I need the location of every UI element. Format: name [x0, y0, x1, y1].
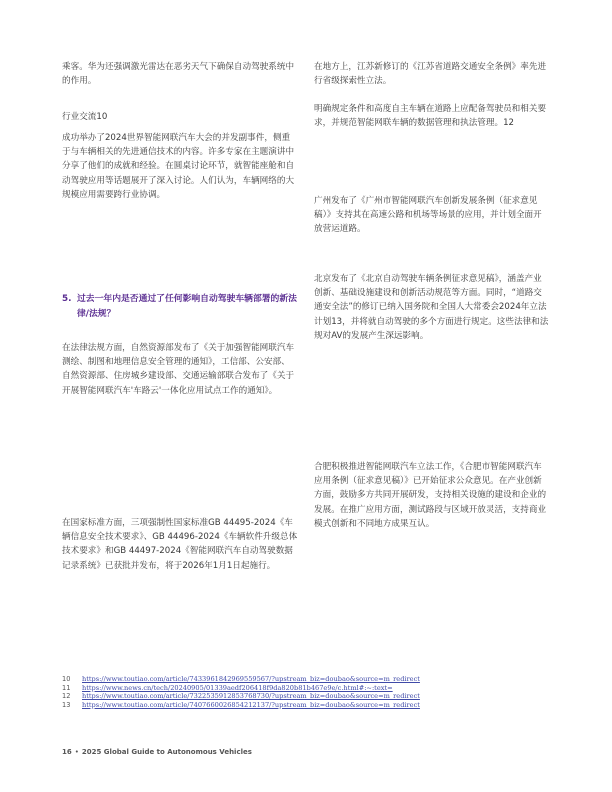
footnote-link[interactable]: https://www.toutiao.com/article/7322535912853768730/?upstream_biz=doubao&source=m_redirect [82, 692, 420, 701]
right-paragraph-1: 在地方上，江苏新修订的《江苏省道路交通安全条例》率先进行省级探索性立法。 [314, 62, 547, 87]
right-paragraph-2: 明确规定条件和高度自主车辆在道路上应配备驾驶员和相关要求，并规范智能网联车辆的数据管理和执法管理。12 [314, 104, 547, 129]
footnote-link[interactable]: https://www.news.cn/tech/20240905/01339aedf206418f9da820b81b467e9e/c.html#:~:text= [82, 683, 393, 692]
right-paragraph-5: 合肥积极推进智能网联汽车立法工作，《合肥市智能网联汽车应用条例（征求意见稿）》已开始征求公众意见。在产业创新方面，鼓励多方共同开展研发，支持相关设施的建设和企业的发展。在推广应用方面，测试路段与区域开放灵活，支持商业模式创新和不同地方成果互认。 [314, 462, 547, 529]
left-paragraph-2: 成功举办了2024世界智能网联汽车大会的并发副事件，侧重于与车辆相关的先进通信技术的内容。许多专家在主题演讲中分享了他们的成就和经验。在圆桌讨论环节，就智能座舱和自动驾驶应用等话题展开了深入讨论。人们认为，车辆网络的大规模应用需要跨行业协调。 [62, 133, 295, 200]
page-footer [62, 748, 252, 756]
page-number: 16 [62, 748, 72, 756]
footnotes [62, 675, 562, 709]
right-paragraph-4: 北京发布了《北京自动驾驶车辆条例征求意见稿》，涵盖产业创新、基础设施建设和创新活动规范等方面。同时，“道路交通安全法”的修订已纳入国务院和全国人大常委会2024年立法计划13，并将就自动驾驶的多个方面进行规定。这些法律和法规对AV的发展产生深远影响。 [314, 274, 549, 341]
footnote [62, 675, 562, 684]
footnote-number: 12 [62, 692, 71, 701]
footnote-number: 13 [62, 700, 71, 709]
right-paragraph-3: 广州发布了《广州市智能网联汽车创新发展条例（征求意见稿）》支持其在高速公路和机场等场景的应用，并计划全面开放营运道路。 [314, 196, 542, 235]
left-subheading-industry-exchange: 行业交流10 [62, 112, 108, 122]
footnote [62, 684, 562, 693]
question-heading [62, 292, 298, 321]
footer-separator: • [74, 748, 79, 756]
footnote-number: 10 [62, 675, 71, 683]
question-number: 5. [62, 294, 72, 304]
footnote-link[interactable]: https://www.toutiao.com/article/7407660026854212137/?upstream_biz=doubao&source=m_redirect [82, 700, 420, 709]
footnote-link[interactable]: https://www.toutiao.com/article/7433961842969559567/?upstream_biz=doubao&source=m_redirect [82, 675, 420, 683]
footnote [62, 692, 562, 701]
footnote-number: 11 [62, 683, 71, 692]
left-paragraph-4: 在国家标准方面，三项强制性国家标准GB 44495-2024《车辆信息安全技术要求》、GB 44496-2024《车辆软件升级总体技术要求》和GB 44497-2024《智能网联汽车自动驾驶数据记录系统》已获批并发布，将于2026年1月1日起施行。 [62, 518, 298, 571]
question-text: 过去一年内是否通过了任何影响自动驾驶车辆部署的新法律/法规？ [77, 294, 297, 319]
left-paragraph-3: 在法律法规方面，自然资源部发布了《关于加强智能网联汽车测绘、制图和地理信息安全管理的通知》，工信部、公安部、自然资源部、住房城乡建设部、交通运输部联合发布了《关于开展智能网联汽车'车路云'一体化应用试点工作的通知》。 [62, 343, 295, 396]
document-title: 2025 Global Guide to Autonomous Vehicles [81, 748, 252, 756]
footnote [62, 701, 562, 710]
left-paragraph-1: 乘客。华为还强调激光雷达在恶劣天气下确保自动驾驶系统中的作用。 [62, 62, 295, 87]
